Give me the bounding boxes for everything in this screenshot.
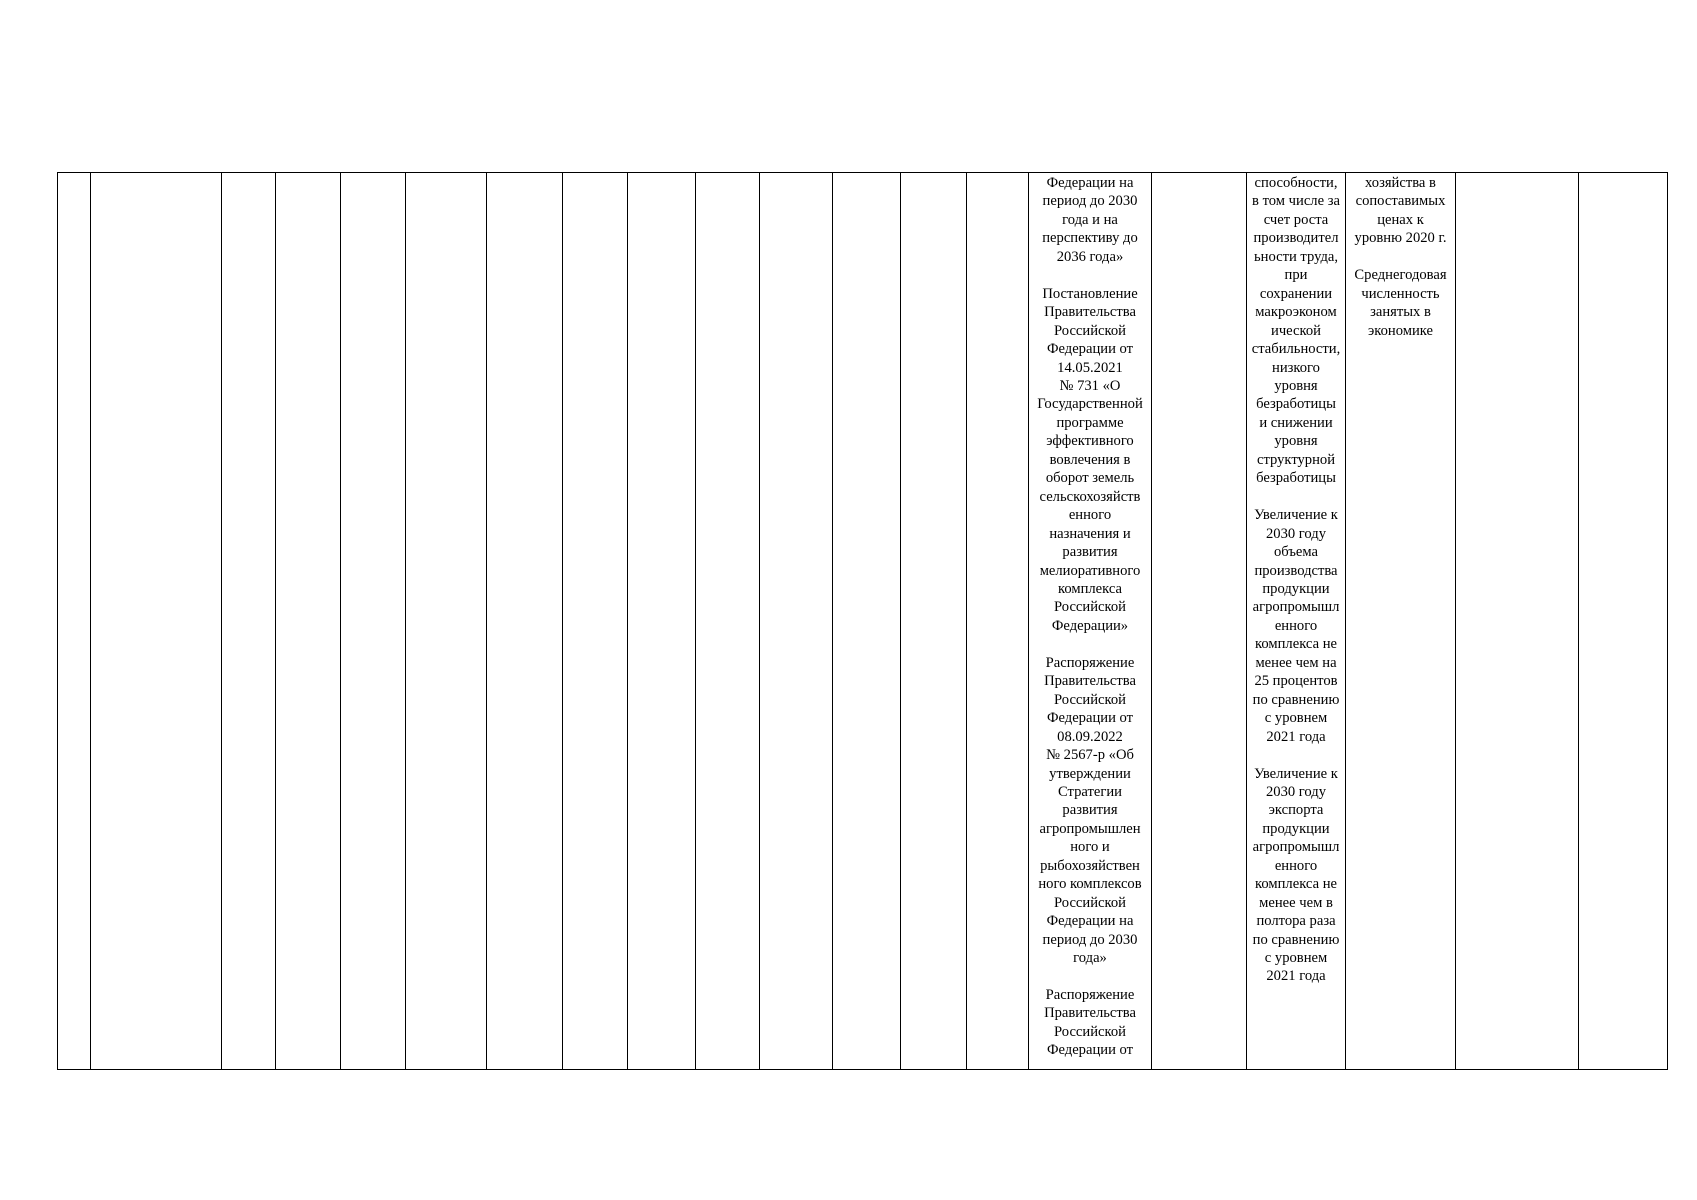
- table-cell-4: [276, 173, 341, 1070]
- table-cell-9: [628, 173, 696, 1070]
- table-cell-legal-acts: Федерации на период до 2030 года и на перспективу до 2036 года» Постановление Правительства Российской Федерации от 14.05.2021 № 731 «О Государственной программе эффективного вовлечения в оборот земель сельскохозяйств енного назначения и развития мелиоративного комплекса Российской Федерации» Распоряжение Правительства Российской Федерации от 08.09.2022 № 2567-р «Об утверждении Стратегии развития агропромышлен ного и рыбохозяйствен ного комплексов Российской Федерации на период до 2030 года» Распоряжение Правительства Российской Федерации от: [1029, 173, 1152, 1070]
- table-row: [58, 173, 1668, 1070]
- table-cell-7: [487, 173, 563, 1070]
- table-cell-8: [563, 173, 628, 1070]
- table-cell-13: [901, 173, 967, 1070]
- table-cell-12: [833, 173, 901, 1070]
- table-cell-14: [967, 173, 1029, 1070]
- table-cell-11: [760, 173, 833, 1070]
- table-cell-6: [406, 173, 487, 1070]
- table-cell-20: [1579, 173, 1668, 1070]
- table-cell-3: [222, 173, 276, 1070]
- table-cell-10: [696, 173, 760, 1070]
- table-cell-goals: способности, в том числе за счет роста производител ьности труда, при сохранении макроэконом ической стабильности, низкого уровня безработицы и снижении уровня структурной безработицы Увеличение к 2030 году объема производства продукции агропромышл енного комплекса не менее чем на 25 процентов по сравнению с уровнем 2021 года Увеличение к 2030 году экспорта продукции агропромышл енного комплекса не менее чем в полтора раза по сравнению с уровнем 2021 года: [1247, 173, 1346, 1070]
- table-cell-16: [1152, 173, 1247, 1070]
- table-cell-1: [58, 173, 91, 1070]
- table-cell-2: [91, 173, 222, 1070]
- table-cell-5: [341, 173, 406, 1070]
- table-cell-indicators: хозяйства в сопоставимых ценах к уровню 2020 г. Среднегодовая численность занятых в экономике: [1346, 173, 1456, 1070]
- document-table: [57, 172, 1668, 1070]
- table-cell-19: [1456, 173, 1579, 1070]
